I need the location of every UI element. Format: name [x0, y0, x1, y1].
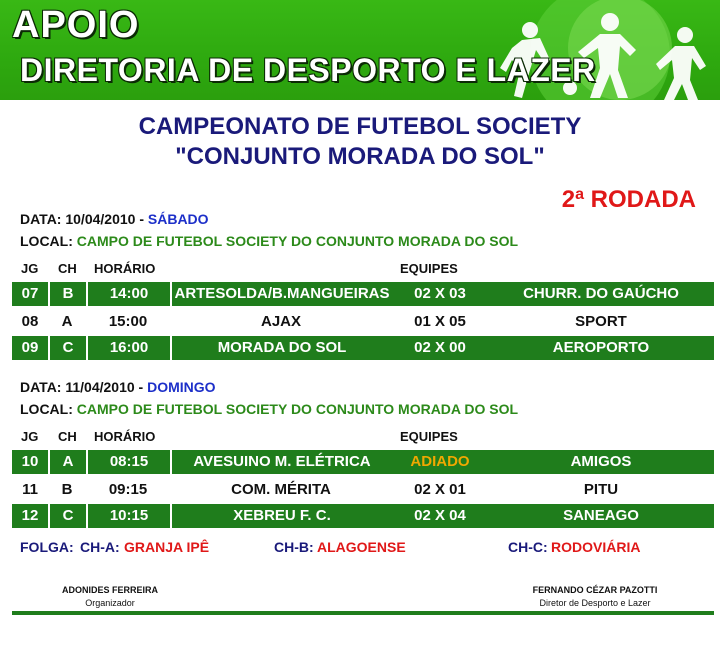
- game-team2: AMIGOS: [570, 453, 632, 470]
- game-ch: B: [61, 481, 73, 498]
- game-hora: 08:15: [86, 450, 170, 474]
- rodada-number: 2: [561, 186, 576, 213]
- signature-right-role: Diretor de Desporto e Lazer: [539, 598, 651, 608]
- game-score: 02 X 03: [414, 285, 466, 302]
- banner-apoio: APOIO: [12, 4, 140, 46]
- day1-date-label: DATA:: [20, 211, 62, 227]
- day1-weekday: SÁBADO: [147, 211, 209, 227]
- game-team1: MORADA DO SOL: [170, 336, 392, 360]
- col-ch: CH: [58, 261, 77, 276]
- day2-date-label: DATA:: [20, 379, 62, 395]
- folga-label: FOLGA:: [20, 539, 74, 555]
- day1-date-line: [20, 211, 209, 227]
- game-team1: COM. MÉRITA: [231, 481, 331, 498]
- rodada-text: RODADA: [590, 186, 696, 213]
- day1-local-line: [20, 233, 518, 249]
- game-ch: C: [48, 336, 86, 360]
- game-score: 01 X 05: [414, 313, 466, 330]
- game-hora: 10:15: [86, 504, 170, 528]
- game-ch: B: [48, 282, 86, 306]
- game-hora: 09:15: [108, 481, 148, 498]
- championship-title-line1: CAMPEONATO DE FUTEBOL SOCIETY: [138, 113, 582, 140]
- game-hora: 15:00: [108, 313, 148, 330]
- game-team2: CHURR. DO GAÚCHO: [523, 285, 679, 302]
- game-jg: 09: [21, 339, 39, 356]
- day2-local-label: LOCAL:: [20, 401, 73, 417]
- col-equipes: EQUIPES: [400, 261, 458, 276]
- bottom-divider: [12, 611, 714, 615]
- col-jg: JG: [21, 261, 39, 276]
- folga-cha: GRANJA IPÊ: [124, 539, 210, 555]
- folga-line: [20, 539, 710, 557]
- day2-local: CAMPO DE FUTEBOL SOCIETY DO CONJUNTO MORADA DO SOL: [76, 401, 519, 417]
- game-jg: 11: [22, 481, 38, 498]
- signature-left: [40, 584, 180, 610]
- game-team1: AJAX: [260, 313, 301, 330]
- game-score: 02 X 01: [414, 481, 466, 498]
- game-ch: A: [61, 313, 73, 330]
- rodada-label: [562, 186, 696, 214]
- day2-date: 11/04/2010: [65, 379, 135, 395]
- folga-chb: ALAGOENSE: [317, 539, 406, 555]
- championship-title-line2: "CONJUNTO MORADA DO SOL": [175, 143, 545, 170]
- game-jg: 12: [21, 507, 39, 524]
- day1-column-headers: [0, 261, 720, 277]
- signature-left-name: ADONIDES FERREIRA: [61, 585, 158, 595]
- game-jg: 07: [21, 285, 39, 302]
- col-horario: HORÁRIO: [94, 261, 156, 276]
- championship-title: [0, 112, 720, 172]
- signature-right-name: FERNANDO CÉZAR PAZOTTI: [532, 585, 658, 595]
- day2-weekday: DOMINGO: [147, 379, 216, 395]
- signature-left-role: Organizador: [85, 598, 135, 608]
- table-row: [12, 310, 714, 334]
- game-team1: AVESUINO M. ELÉTRICA: [170, 450, 392, 474]
- game-score: ADIADO: [410, 453, 470, 470]
- table-row: [12, 336, 714, 360]
- game-team2: SPORT: [575, 313, 627, 330]
- day2-column-headers: [0, 429, 720, 445]
- game-score: 02 X 04: [414, 507, 466, 524]
- banner-title: DIRETORIA DE DESPORTO E LAZER: [20, 52, 596, 88]
- game-score: 02 X 00: [414, 339, 466, 356]
- header-banner: [0, 0, 720, 100]
- folga-chc: RODOVIÁRIA: [551, 539, 641, 555]
- game-jg: 08: [21, 313, 39, 330]
- game-hora: 14:00: [86, 282, 170, 306]
- rodada-ordinal: a: [575, 186, 584, 203]
- folga-chc-label: CH-C:: [508, 539, 548, 555]
- col-equipes: EQUIPES: [400, 429, 458, 444]
- game-ch: A: [48, 450, 86, 474]
- game-ch: C: [48, 504, 86, 528]
- day1-local-label: LOCAL:: [20, 233, 73, 249]
- signature-right: [510, 584, 680, 610]
- day1-local: CAMPO DE FUTEBOL SOCIETY DO CONJUNTO MORADA DO SOL: [76, 233, 519, 249]
- col-ch: CH: [58, 429, 77, 444]
- col-jg: JG: [21, 429, 39, 444]
- game-team2: PITU: [583, 481, 619, 498]
- folga-cha-label: CH-A:: [80, 539, 120, 555]
- day2-dash: -: [138, 379, 144, 395]
- game-team2: SANEAGO: [563, 507, 639, 524]
- day2-date-line: [20, 379, 216, 395]
- game-team1: XEBREU F. C.: [170, 504, 392, 528]
- table-row: [12, 282, 714, 306]
- col-horario: HORÁRIO: [94, 429, 156, 444]
- day1-date: 10/04/2010: [65, 211, 136, 227]
- table-row: [12, 450, 714, 474]
- game-team1: ARTESOLDA/B.MANGUEIRAS: [170, 282, 392, 306]
- day1-dash: -: [139, 211, 144, 227]
- day2-local-line: [20, 401, 518, 417]
- game-jg: 10: [21, 453, 39, 470]
- game-team2: AEROPORTO: [552, 339, 650, 356]
- game-hora: 16:00: [86, 336, 170, 360]
- folga-chb-label: CH-B:: [274, 539, 314, 555]
- table-row: [12, 478, 714, 502]
- table-row: [12, 504, 714, 528]
